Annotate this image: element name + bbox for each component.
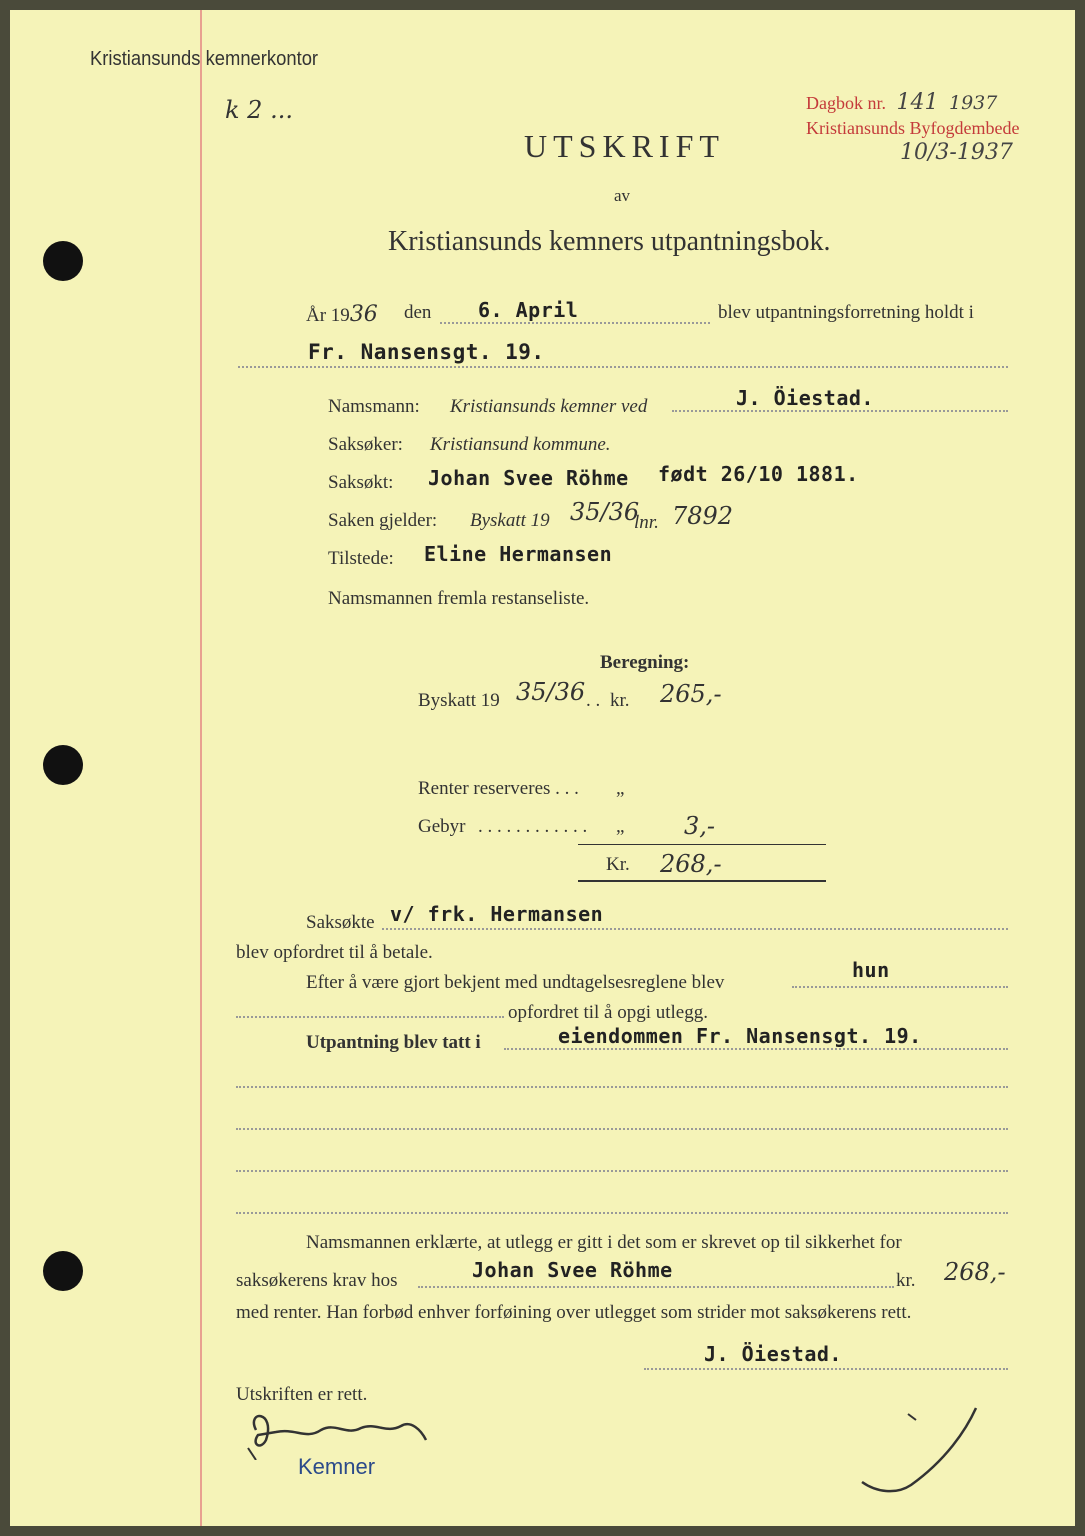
gebyr-ditto: „ bbox=[616, 816, 625, 837]
kemner-signature-scribble bbox=[236, 1400, 436, 1460]
beregning-heading: Beregning: bbox=[600, 652, 690, 673]
byskatt-years: 35/36 bbox=[516, 678, 586, 706]
office-stamp: Kristiansunds kemnerkontor bbox=[90, 48, 319, 70]
saken-years: 35/36 bbox=[570, 498, 640, 526]
saksokte-value: v/ frk. Hermansen bbox=[390, 902, 604, 926]
ar-year: 36 bbox=[349, 302, 378, 327]
saken-lnr: 7892 bbox=[672, 502, 734, 530]
dagbok-number: 141 bbox=[896, 90, 939, 115]
dagbok-stamp bbox=[806, 90, 997, 115]
namsmann-signature: J. Öiestad. bbox=[704, 1342, 842, 1366]
krav-amount: 268,- bbox=[944, 1258, 1006, 1286]
saksoker-value: Kristiansund kommune. bbox=[430, 434, 611, 455]
saken-label: Saken gjelder: bbox=[328, 510, 438, 531]
document-subtitle: Kristiansunds kemners utpantningsbok. bbox=[388, 226, 831, 257]
court-stamp: Kristiansunds Byfogdembede bbox=[806, 118, 1020, 138]
byskatt-label: Byskatt 19 bbox=[418, 690, 500, 711]
namsmann-dotted-line bbox=[672, 410, 1008, 412]
efter-value: hun bbox=[852, 958, 890, 982]
court-date: 10/3-1937 bbox=[900, 140, 1013, 165]
den-label: den bbox=[404, 302, 432, 323]
kemner-stamp: Kemner bbox=[298, 1454, 376, 1479]
krav-dotted-line bbox=[418, 1286, 894, 1288]
byskatt-kr: kr. bbox=[610, 690, 630, 711]
gebyr-label: Gebyr bbox=[418, 816, 466, 837]
held-text: blev utpantningsforretning holdt i bbox=[718, 302, 974, 323]
ar-label bbox=[306, 302, 378, 327]
saksokt-name: Johan Svee Röhme bbox=[428, 466, 629, 490]
opfordret-text: blev opfordret til å betale. bbox=[236, 942, 433, 963]
krav-name: Johan Svee Röhme bbox=[472, 1258, 673, 1282]
handwritten-note: k 2 ... bbox=[225, 96, 293, 124]
declaration-line-1: Namsmannen erklærte, at utlegg er gitt i det som er skrevet op til sikkerhet for bbox=[306, 1232, 902, 1253]
saken-lnr-label: lnr. bbox=[634, 512, 659, 533]
blank-line-3 bbox=[236, 1170, 1008, 1172]
namsmann-name: J. Öiestad. bbox=[736, 386, 874, 410]
renter-label: Renter reserveres . . . bbox=[418, 778, 579, 799]
utpantning-label: Utpantning blev tatt i bbox=[306, 1032, 481, 1053]
ar-prefix: År 19 bbox=[306, 305, 350, 326]
title-av: av bbox=[614, 186, 631, 205]
document-title: UTSKRIFT bbox=[524, 128, 725, 164]
renter-ditto: „ bbox=[616, 778, 625, 799]
saksokte-dotted-line bbox=[382, 928, 1008, 930]
saksokte-label: Saksøkte bbox=[306, 912, 375, 933]
opgi-text: opfordret til å opgi utlegg. bbox=[508, 1002, 708, 1023]
saksoker-label: Saksøker: bbox=[328, 434, 403, 455]
gebyr-amount: 3,- bbox=[684, 812, 716, 840]
address-dotted-line bbox=[238, 366, 1008, 368]
krav-label: saksøkerens krav hos bbox=[236, 1270, 398, 1291]
blank-line-2 bbox=[236, 1128, 1008, 1130]
saksokt-born: født 26/10 1881. bbox=[658, 462, 859, 486]
total-amount: 268,- bbox=[660, 850, 722, 878]
saken-value: Byskatt 19 bbox=[470, 510, 550, 531]
utpantning-value: eiendommen Fr. Nansensgt. 19. bbox=[558, 1024, 922, 1048]
declaration-line-3: med renter. Han forbød enhver forføining over utlegget som strider mot saksøkerens rett. bbox=[236, 1302, 912, 1323]
blank-line-4 bbox=[236, 1212, 1008, 1214]
blank-line-1 bbox=[236, 1086, 1008, 1088]
dagbok-label: Dagbok nr. bbox=[806, 93, 886, 113]
gebyr-dots: . . . . . . . . . . . . bbox=[478, 816, 588, 837]
namsmann-value: Kristiansunds kemner ved bbox=[450, 396, 648, 417]
punch-hole-middle bbox=[43, 745, 83, 785]
saksokt-label: Saksøkt: bbox=[328, 472, 394, 493]
court-signature-mark bbox=[856, 1400, 986, 1500]
efter-dotted-line bbox=[792, 986, 1008, 988]
namsmann-label: Namsmann: bbox=[328, 396, 420, 417]
tilstede-label: Tilstede: bbox=[328, 548, 394, 569]
den-dotted-line bbox=[440, 322, 710, 324]
fremla-text: Namsmannen fremla restanseliste. bbox=[328, 588, 590, 609]
punch-hole-bottom bbox=[43, 1251, 83, 1291]
dagbok-year: 1937 bbox=[949, 92, 998, 114]
tilstede-value: Eline Hermansen bbox=[424, 542, 613, 566]
efter-text: Efter å være gjort bekjent med undtagelsesreglene blev bbox=[306, 972, 725, 993]
opgi-dotted-line bbox=[236, 1016, 504, 1018]
krav-kr: kr. bbox=[896, 1270, 916, 1291]
sum-rule bbox=[578, 844, 826, 845]
total-label: Kr. bbox=[606, 854, 630, 875]
total-rule bbox=[578, 880, 826, 882]
signature-dotted-line bbox=[644, 1368, 1008, 1370]
byskatt-dots: . . bbox=[586, 690, 601, 711]
utskrift-rett: Utskriften er rett. bbox=[236, 1384, 368, 1405]
byskatt-amount: 265,- bbox=[660, 680, 722, 708]
den-date: 6. April bbox=[478, 298, 579, 322]
margin-line bbox=[200, 0, 202, 1536]
address: Fr. Nansensgt. 19. bbox=[308, 340, 545, 364]
punch-hole-top bbox=[43, 241, 83, 281]
utpantning-dotted-line bbox=[504, 1048, 1008, 1050]
